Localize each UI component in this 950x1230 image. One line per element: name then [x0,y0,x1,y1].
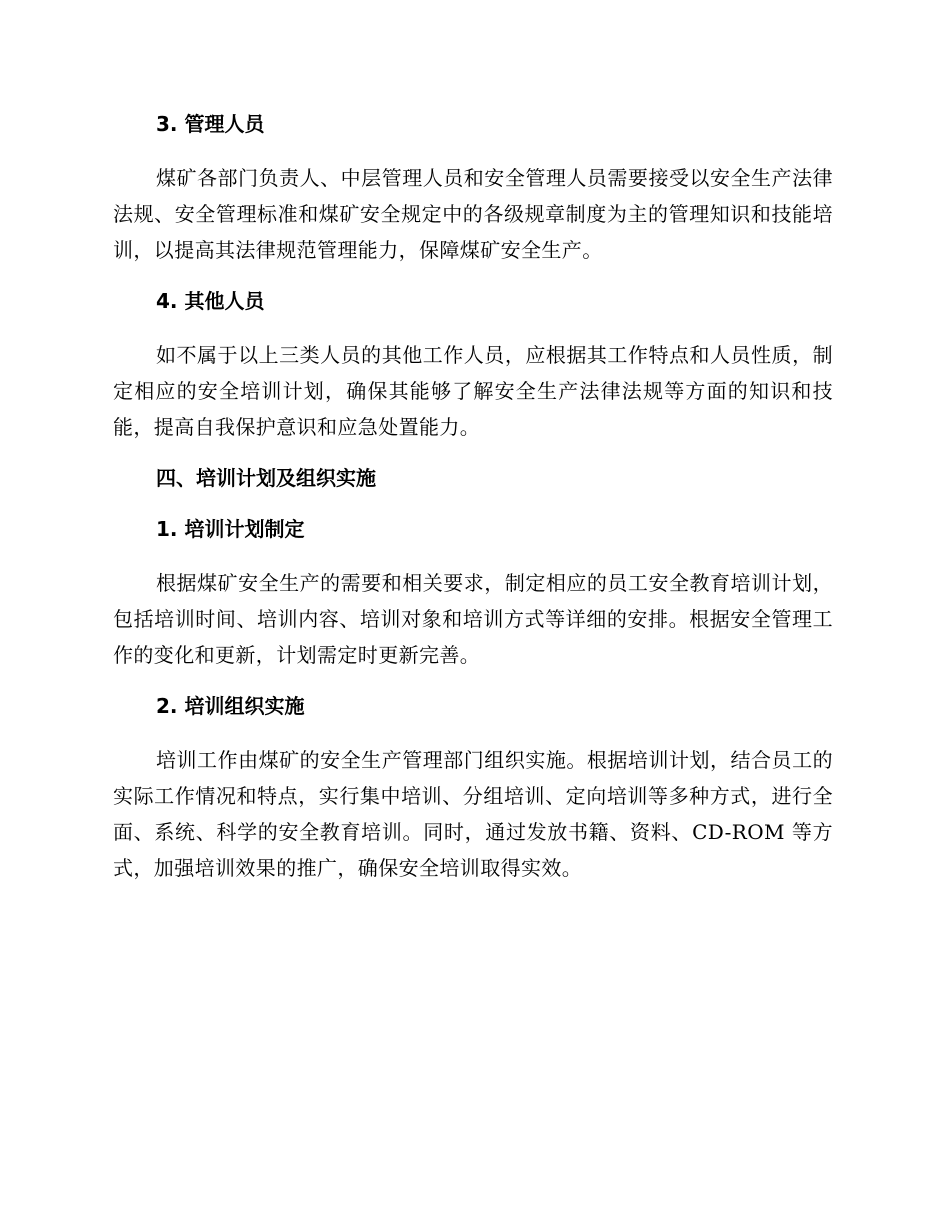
section-heading-plan-formulation: 1. 培训计划制定 [156,517,305,541]
section-heading-organization: 2. 培训组织实施 [156,694,305,718]
section-heading-other-staff: 4. 其他人员 [156,289,265,313]
section-heading-management-staff: 3. 管理人员 [156,112,265,136]
paragraph-organization: 培训工作由煤矿的安全生产管理部门组织实施。根据培训计划，结合员工的实际工作情况和特点，实行集中培训、分组培训、定向培训等多种方式，进行全面、系统、科学的安全教育培训。同时，通过发放书籍、资料、CD-ROM 等方式，加强培训效果的推广，确保安全培训取得实效。 [113,748,833,880]
document-body [113,106,833,886]
paragraph-other-staff: 如不属于以上三类人员的其他工作人员，应根据其工作特点和人员性质，制定相应的安全培训计划，确保其能够了解安全生产法律法规等方面的知识和技能，提高自我保护意识和应急处置能力。 [113,343,833,439]
paragraph-plan-formulation: 根据煤矿安全生产的需要和相关要求，制定相应的员工安全教育培训计划，包括培训时间、培训内容、培训对象和培训方式等详细的安排。根据安全管理工作的变化和更新，计划需定时更新完善。 [113,571,833,667]
paragraph-management-staff: 煤矿各部门负责人、中层管理人员和安全管理人员需要接受以安全生产法律法规、安全管理标准和煤矿安全规定中的各级规章制度为主的管理知识和技能培训，以提高其法律规范管理能力，保障煤矿安全生产。 [113,166,833,262]
chapter-heading-training-plan: 四、培训计划及组织实施 [156,466,376,490]
